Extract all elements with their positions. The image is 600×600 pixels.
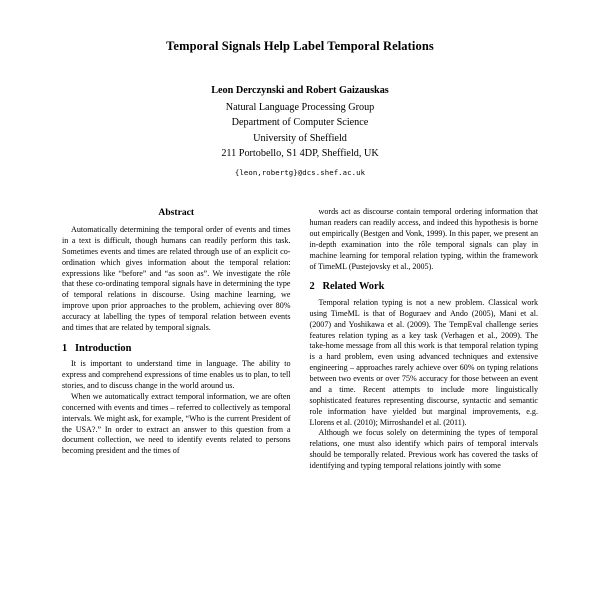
section-title-1: Introduction [75,342,132,354]
section-heading-introduction [62,343,291,355]
abstract-text: Automatically determining the temporal order of events and times in a text is difficult, though humans can readily perform this task. Sometimes events and times are related through use of an explicit co-ordination which gives information about the temporal relation: expressions like “before” and “as soon as”. We investigate the rôle that these co-ordinating temporal signals have in determining the type of temporal relations in discourse. Using machine learning, we improve upon prior approaches to the problem, achieving over 80% accuracy at labelling the types of temporal relation between events and times that are related by temporal signals. [62,225,291,332]
intro-paragraph-2: When we automatically extract temporal information, we are often concerned with events and times – referred to collectively as temporal intervals. We might ask, for example, “Who is the current President of the USA?.” In order to extract an answer to this question from a document collection, we need to identify events related to persons becoming president and the times of [62,391,291,456]
section-number-1: 1 [62,342,68,354]
section-number-2: 2 [309,281,315,293]
body-columns [62,207,538,472]
section-title-2: Related Work [322,281,385,293]
section-heading-related-work [310,281,539,293]
contact-email: {leon,robertg}@dcs.shef.ac.uk [234,168,366,178]
right-column-intro-paragraph: words act as discourse contain temporal ordering information that human readers can readily access, and indeed this hypothesis is borne out empirically (Bestgen and Vonk, 1999). In this paper, we present an in-depth examination into the rôle temporal signals can play in machine learning for temporal relation typing, within the framework of TimeML (Pustejovsky et al., 2005). [309,207,538,271]
intro-paragraph-1: It is important to understand time in language. The ability to express and comprehend expressions of time enables us to plan, to tell stories, and to discuss change in the world around us. [62,359,291,391]
affiliation-line-3: University of Sheffield [253,132,347,144]
related-work-paragraph-1: Temporal relation typing is not a new problem. Classical work using TimeML is that of Boguraev and Ando (2005), Mani et al. (2007) and Yoshikawa et al. (2009). The TempEval challenge series features relation typing as a key task (Verhagen et al., 2009). The take-home message from all this work is that temporal relation typing is a hard problem, even using advanced techniques and extensive engineering – approaches rarely achieve over 60% on typing relations between two events or over 75% accuracy for those between an event and a time. Recent attempts to include more linguistically sophisticated features representing discourse, syntactic and semantic role information have yielded but marginal improvements, e.g. Llorens et al. (2010); Mirroshandel et al. (2011). [309,297,538,427]
affiliation-line-4: 211 Portobello, S1 4DP, Sheffield, UK [221,147,379,159]
page-title: Temporal Signals Help Label Temporal Relations [166,39,434,53]
author-list: Leon Derczynski and Robert Gaizauskas [211,85,389,97]
related-work-paragraph-2: Although we focus solely on determining the types of temporal relations, one must also identify which pairs of temporal intervals should be temporally related. Previous work has covered the tasks of identifying and typing temporal relations jointly with some [309,428,538,471]
right-column [310,207,539,472]
affiliation-line-2: Department of Computer Science [231,117,369,129]
abstract-heading: Abstract [158,207,195,219]
affiliation-block [62,100,538,161]
left-column [62,207,291,472]
affiliation-line-1: Natural Language Processing Group [225,102,375,114]
